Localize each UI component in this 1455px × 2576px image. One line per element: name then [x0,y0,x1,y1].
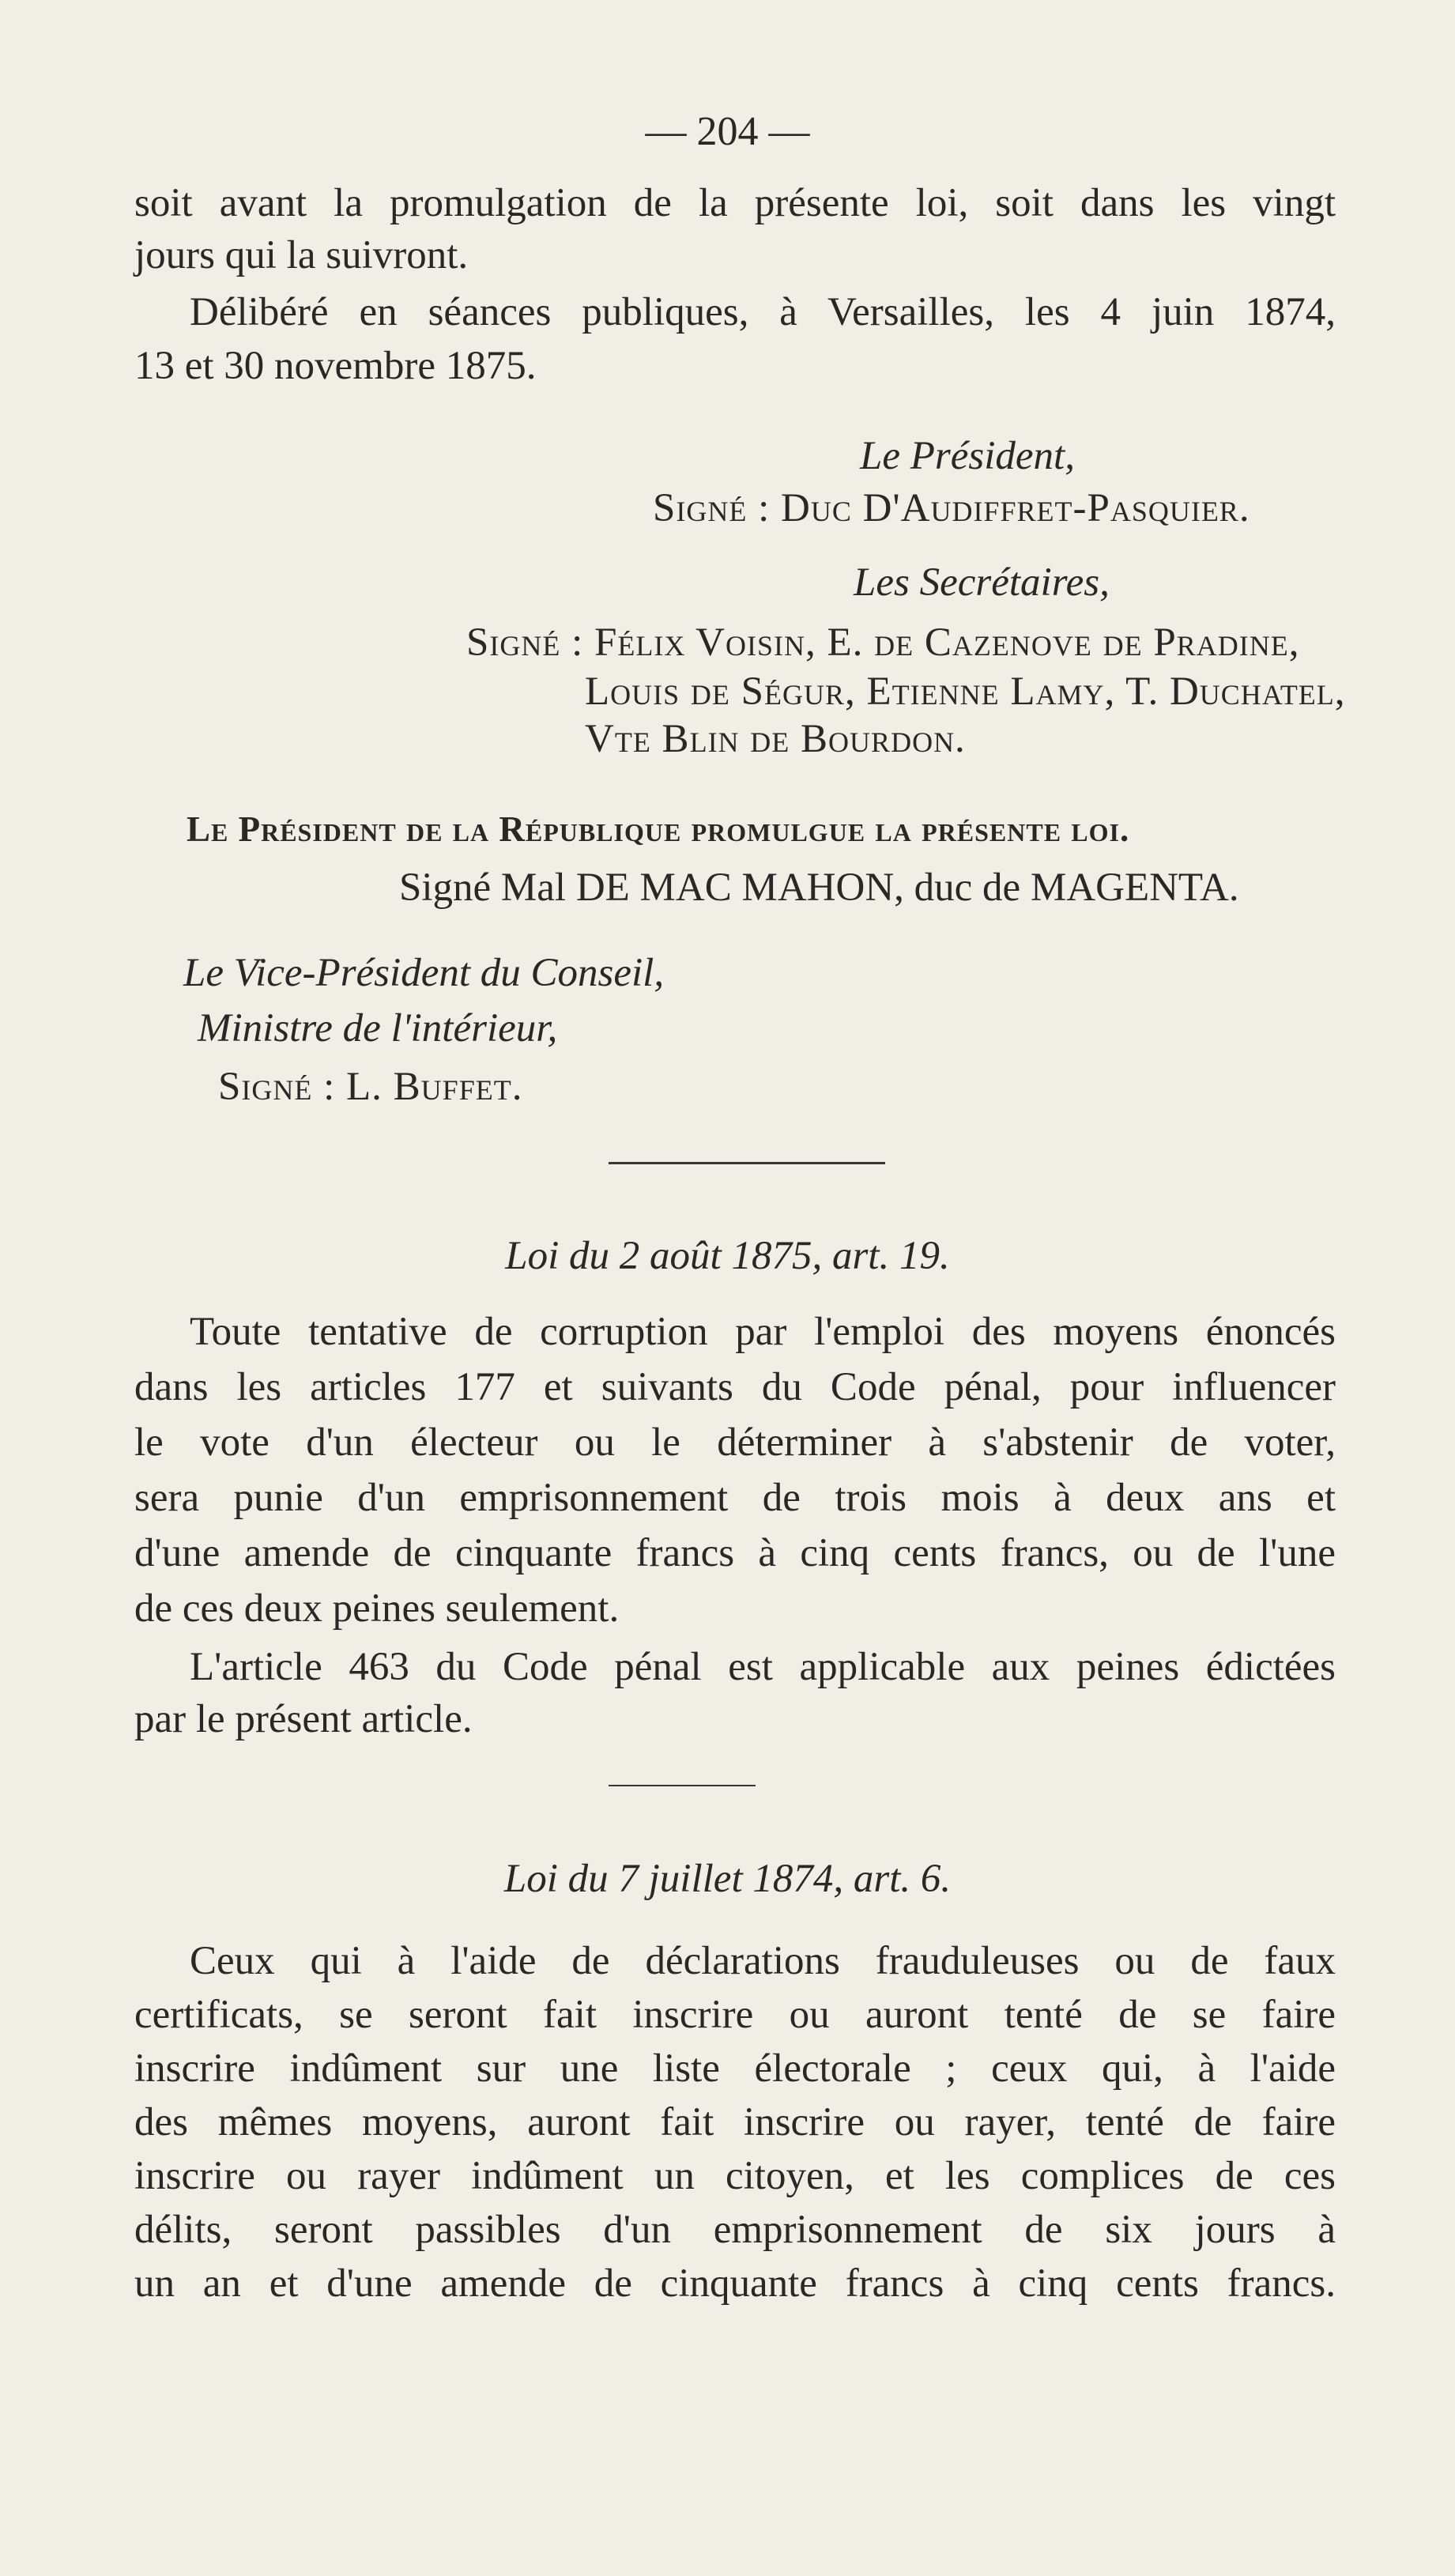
loi2-line: certificats, se seront fait inscrire ou auront tenté de se faire [134,1993,1336,2037]
secretaires-line: Vte Blin de Bourdon. [585,717,966,761]
paragraph-line: jours qui la suivront. [134,233,469,277]
loi1-line: sera punie d'un emprisonnement de trois mois à deux ans et [134,1476,1336,1520]
secretaires-line: Louis de Ségur, Etienne Lamy, T. Duchatel, [585,669,1346,714]
loi1-line: dans les articles 177 et suivants du Code pénal, pour influencer [134,1365,1336,1409]
deliberation-line: Délibéré en séances publiques, à Versailles, les 4 juin 1874, [190,290,1336,334]
promulgation-line: Le Président de la République promulgue la présente loi. [187,809,1130,849]
secretaires-line: Signé : Félix Voisin, E. de Cazenove de Pradine, [466,620,1300,665]
vice-president-signature: Signé : L. Buffet. [218,1065,523,1109]
loi1-line: L'article 463 du Code pénal est applicable aux peines édictées [190,1645,1336,1689]
loi2-line: un an et d'une amende de cinquante francs à cinq cents francs. [134,2261,1336,2306]
vice-president-line: Le Vice-Président du Conseil, [183,951,665,995]
page-number: — 204 — [645,109,810,154]
paragraph-line: soit avant la promulgation de la présente loi, soit dans les vingt [134,181,1336,225]
secretaires-title: Les Secrétaires, [854,560,1110,605]
separator-rule [609,1785,756,1786]
loi1-line: par le présent article. [134,1697,473,1741]
loi1-heading: Loi du 2 août 1875, art. 19. [505,1234,950,1278]
loi1-line: le vote d'un électeur ou le déterminer à s'abstenir de voter, [134,1420,1336,1465]
vice-president-line: Ministre de l'intérieur, [198,1006,558,1050]
loi2-line: Ceux qui à l'aide de déclarations frauduleuses ou de faux [190,1939,1336,1983]
promulgation-signature: Signé Mal DE MAC MAHON, duc de MAGENTA. [399,866,1239,910]
loi1-line: d'une amende de cinquante francs à cinq cents francs, ou de l'une [134,1531,1336,1575]
loi2-line: inscrire indûment sur une liste électorale ; ceux qui, à l'aide [134,2046,1336,2091]
loi2-heading: Loi du 7 juillet 1874, art. 6. [503,1857,952,1901]
loi2-line: des mêmes moyens, auront fait inscrire ou rayer, tenté de faire [134,2100,1336,2144]
separator-rule [609,1162,885,1164]
deliberation-line: 13 et 30 novembre 1875. [134,344,537,388]
president-title: Le Président, [860,434,1075,478]
president-signature: Signé : Duc D'Audiffret-Pasquier. [653,486,1250,530]
loi2-line: délits, seront passibles d'un emprisonnement de six jours à [134,2208,1336,2252]
loi2-line: inscrire ou rayer indûment un citoyen, et les complices de ces [134,2154,1336,2198]
loi1-line: Toute tentative de corruption par l'emploi des moyens énoncés [190,1310,1336,1354]
loi1-line: de ces deux peines seulement. [134,1586,620,1631]
